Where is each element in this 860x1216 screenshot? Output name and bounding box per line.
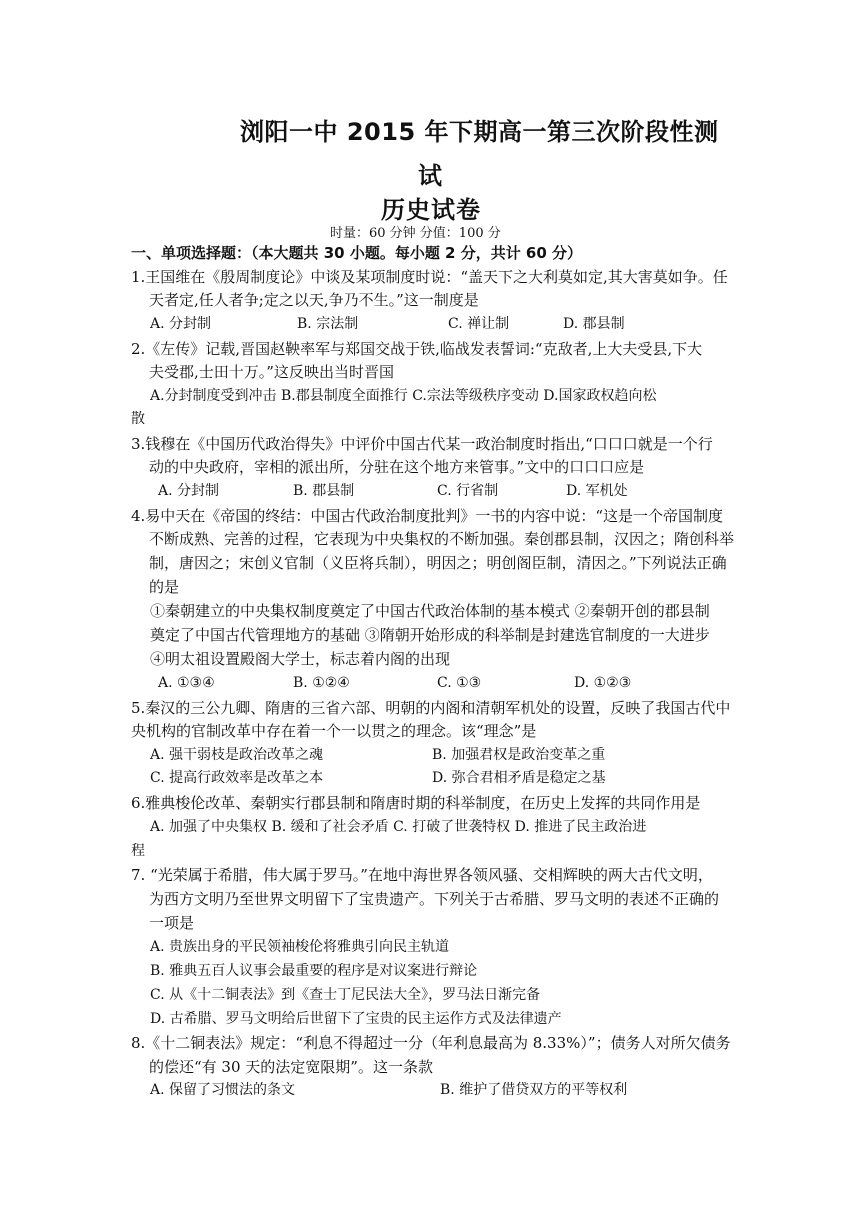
- options-line-cont: 散: [131, 411, 145, 427]
- question-text: 7. “光荣属于希腊，伟大属于罗马。”在地中海世界各领风骚、交相辉映的两大古代文明，: [131, 866, 713, 884]
- option-b[interactable]: B. 维护了借贷双方的平等权利: [440, 1082, 628, 1098]
- option-a[interactable]: A. 保留了习惯法的条文: [150, 1082, 296, 1098]
- question-text: 制，唐因之；宋创义官制（义臣将兵制），明因之；明创阁臣制，清因之。”下列说法正确: [149, 554, 727, 572]
- option-c[interactable]: C. ①③: [437, 675, 482, 691]
- option-c[interactable]: C. 从《十二铜表法》到《查士丁尼民法大全》，罗马法日渐完备: [150, 987, 541, 1003]
- question-text: 为西方文明乃至世界文明留下了宝贵遗产。下列关于古希腊、罗马文明的表述不正确的: [149, 890, 720, 908]
- option-d[interactable]: D. 军机处: [566, 483, 628, 499]
- option-c[interactable]: C. 禅让制: [448, 316, 510, 332]
- question-text: 央机构的官制改革中存在着一个一以贯之的理念。该“理念”是: [131, 722, 537, 740]
- question-text: 3.钱穆在《中国历代政治得失》中评价中国古代某一政治制度时指出,“口口口就是一个行: [131, 435, 713, 453]
- exam-subject-title: 历史试卷: [381, 196, 481, 224]
- option-d[interactable]: D. ①②③: [574, 675, 632, 691]
- option-b[interactable]: B. 雅典五百人议事会最重要的程序是对议案进行辩论: [150, 963, 478, 979]
- option-c[interactable]: C. 行省制: [437, 483, 499, 499]
- question-text: 8.《十二铜表法》规定：“利息不得超过一分（年利息最高为 8.33%）”；债务人对所欠债务: [131, 1034, 731, 1052]
- question-text: 天者定,任人者争;定之以天,争乃不生。”这一制度是: [149, 291, 479, 309]
- option-b[interactable]: B. 郡县制: [293, 483, 355, 499]
- option-c[interactable]: C. 提高行政效率是改革之本: [150, 770, 324, 786]
- option-a[interactable]: A. ①③④: [158, 675, 215, 691]
- question-text: 6.雅典梭伦改革、秦朝实行郡县制和隋唐时期的科举制度，在历史上发挥的共同作用是: [131, 794, 701, 812]
- option-d[interactable]: D. 古希腊、罗马文明给后世留下了宝贵的民主运作方式及法律遗产: [150, 1011, 562, 1027]
- exam-title-line1: 浏阳一中 2015 年下期高一第三次阶段性测: [240, 118, 719, 146]
- question-text: 一项是: [149, 914, 195, 932]
- section-heading: 一、单项选择题：（本大题共 30 小题。每小题 2 分，共计 60 分）: [131, 244, 583, 262]
- option-a[interactable]: A. 分封制: [150, 316, 212, 332]
- question-text: 的是: [149, 578, 180, 596]
- option-a[interactable]: A. 贵族出身的平民领袖梭伦将雅典引向民主轨道: [150, 939, 450, 955]
- exam-title-line1-cont: 试: [418, 162, 442, 190]
- option-a[interactable]: A. 强干弱枝是政治改革之魂: [150, 747, 324, 763]
- question-text: 不断成熟、完善的过程，它表现为中央集权的不断加强。秦创郡县制，汉因之；隋创科举: [149, 530, 735, 548]
- question-text: 1.王国维在《殷周制度论》中谈及某项制度时说：“盖天下之大利莫如定,其大害莫如争。任: [131, 268, 728, 286]
- question-text: 动的中央政府，宰相的派出所，分驻在这个地方来管事。”文中的口口口应是: [149, 458, 645, 476]
- options-line[interactable]: A. 加强了中央集权 B. 缓和了社会矛盾 C. 打破了世袭特权 D. 推进了民主政治进: [150, 819, 647, 835]
- question-text: 夫受郡,士田十万。”这反映出当时晋国: [149, 363, 394, 381]
- option-d[interactable]: D. 弥合君相矛盾是稳定之基: [432, 770, 606, 786]
- exam-meta: 时量：60 分钟 分值：100 分: [330, 226, 501, 241]
- question-text: 的偿还“有 30 天的法定宽限期”。这一条款: [149, 1058, 433, 1076]
- statements-text: 奠定了中国古代管理地方的基础 ③隋朝开始形成的科举制是封建选官制度的一大进步: [150, 626, 710, 644]
- option-d[interactable]: D. 郡县制: [563, 316, 625, 332]
- statements-text: ①秦朝建立的中央集权制度奠定了中国古代政治体制的基本模式 ②秦朝开创的郡县制: [150, 602, 710, 620]
- options-line-cont: 程: [131, 843, 145, 859]
- option-b[interactable]: B. 宗法制: [297, 316, 359, 332]
- statements-text: ④明太祖设置殿阁大学士，标志着内阁的出现: [150, 650, 451, 668]
- option-b[interactable]: B. 加强君权是政治变革之重: [432, 747, 606, 763]
- question-text: 4.易中天在《帝国的终结：中国古代政治制度批判》一书的内容中说：“这是一个帝国制度: [131, 507, 723, 525]
- question-text: 2.《左传》记载,晋国赵鞅率军与郑国交战于铁,临战发表誓词:“克敌者,上大夫受县,下大: [131, 340, 703, 358]
- question-text: 5.秦汉的三公九卿、隋唐的三省六部、明朝的内阁和清朝军机处的设置，反映了我国古代中: [131, 699, 731, 717]
- option-b[interactable]: B. ①②④: [293, 675, 350, 691]
- option-a[interactable]: A. 分封制: [158, 483, 220, 499]
- options-line[interactable]: A.分封制度受到冲击 B.郡县制度全面推行 C.宗法等级秩序变动 D.国家政权趋向松: [150, 388, 657, 404]
